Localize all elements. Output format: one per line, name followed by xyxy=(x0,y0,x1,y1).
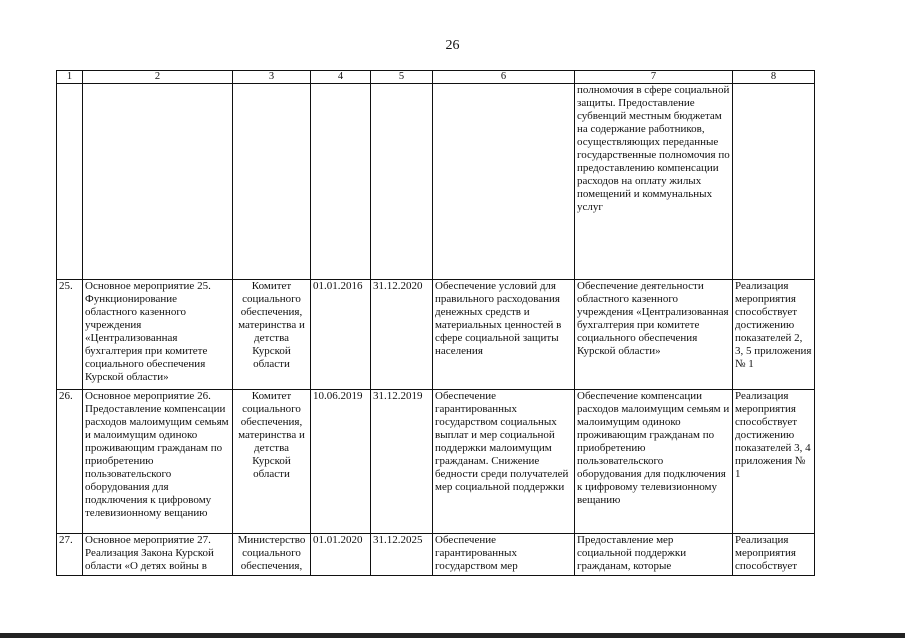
main-directions: Обеспечение деятельности областного казенного учреждения «Централизованная бухгалтерия при комитете социального обеспечения Курской области» xyxy=(575,280,733,390)
indicator-link: Реализация мероприятия способствует достижению показателей 2, 3, 5 приложения № 1 xyxy=(733,280,815,390)
expected-result: Обеспечение условий для правильного расходования денежных средств и материальных ценностей в сфере социальной защиты населения xyxy=(433,280,575,390)
table-header-row xyxy=(57,71,815,84)
start-date: 01.01.2020 xyxy=(311,534,371,576)
main-directions: Обеспечение компенсации расходов малоимущим семьям и малоимущим одиноко проживающим гражданам по приобретению пользовательского оборудования для подключения к цифровому телевизионному вещанию xyxy=(575,390,733,534)
page-number: 26 xyxy=(445,38,460,53)
scan-bottom-edge xyxy=(0,633,905,638)
table-row-27 xyxy=(57,534,815,576)
table-row-26 xyxy=(57,390,815,534)
measure-title: Основное мероприятие 26. Предоставление компенсации расходов малоимущим семьям и малоимущим одиноко проживающим гражданам по приобретению пользовательского оборудования для подключения к цифровому телевизионному вещанию xyxy=(83,390,233,534)
row-number: 25. xyxy=(57,280,83,390)
measures-table xyxy=(56,70,815,576)
table-cell xyxy=(433,84,575,280)
table-cell xyxy=(233,84,311,280)
end-date: 31.12.2020 xyxy=(371,280,433,390)
expected-result: Обеспечение гарантированных государством мер xyxy=(433,534,575,576)
table-cell xyxy=(733,84,815,280)
col-header-1: 1 xyxy=(57,71,83,84)
col-header-3: 3 xyxy=(233,71,311,84)
responsible-executor: Министерство социального обеспечения, xyxy=(233,534,311,576)
end-date: 31.12.2019 xyxy=(371,390,433,534)
continuation-row xyxy=(57,84,815,280)
indicator-link: Реализация мероприятия способствует достижению показателей 3, 4 приложения № 1 xyxy=(733,390,815,534)
table-cell xyxy=(57,84,83,280)
col-header-5: 5 xyxy=(371,71,433,84)
end-date: 31.12.2025 xyxy=(371,534,433,576)
measure-title: Основное мероприятие 27. Реализация Закона Курской области «О детях войны в xyxy=(83,534,233,576)
start-date: 01.01.2016 xyxy=(311,280,371,390)
table-cell xyxy=(311,84,371,280)
measure-title: Основное мероприятие 25. Функционирование областного казенного учреждения «Централизованная бухгалтерия при комитете социального обеспечения Курской области» xyxy=(83,280,233,390)
table-cell xyxy=(371,84,433,280)
continuation-cell-7: полномочия в сфере социальной защиты. Предоставление субвенций местным бюджетам на содержание работников, осуществляющих переданные государственные полномочия по предоставлению компенсации расходов на оплату жилых помещений и коммунальных услуг xyxy=(575,84,733,280)
start-date: 10.06.2019 xyxy=(311,390,371,534)
col-header-4: 4 xyxy=(311,71,371,84)
expected-result: Обеспечение гарантированных государством социальных выплат и мер социальной поддержки малоимущим гражданам. Снижение бедности среди получателей мер социальной поддержки xyxy=(433,390,575,534)
table-row-25 xyxy=(57,280,815,390)
col-header-2: 2 xyxy=(83,71,233,84)
responsible-executor: Комитет социального обеспечения, материнства и детства Курской области xyxy=(233,390,311,534)
row-number: 26. xyxy=(57,390,83,534)
table-cell xyxy=(83,84,233,280)
col-header-6: 6 xyxy=(433,71,575,84)
row-number: 27. xyxy=(57,534,83,576)
main-directions: Предоставление мер социальной поддержки гражданам, которые xyxy=(575,534,733,576)
responsible-executor: Комитет социального обеспечения, материнства и детства Курской области xyxy=(233,280,311,390)
indicator-link: Реализация мероприятия способствует xyxy=(733,534,815,576)
col-header-7: 7 xyxy=(575,71,733,84)
col-header-8: 8 xyxy=(733,71,815,84)
